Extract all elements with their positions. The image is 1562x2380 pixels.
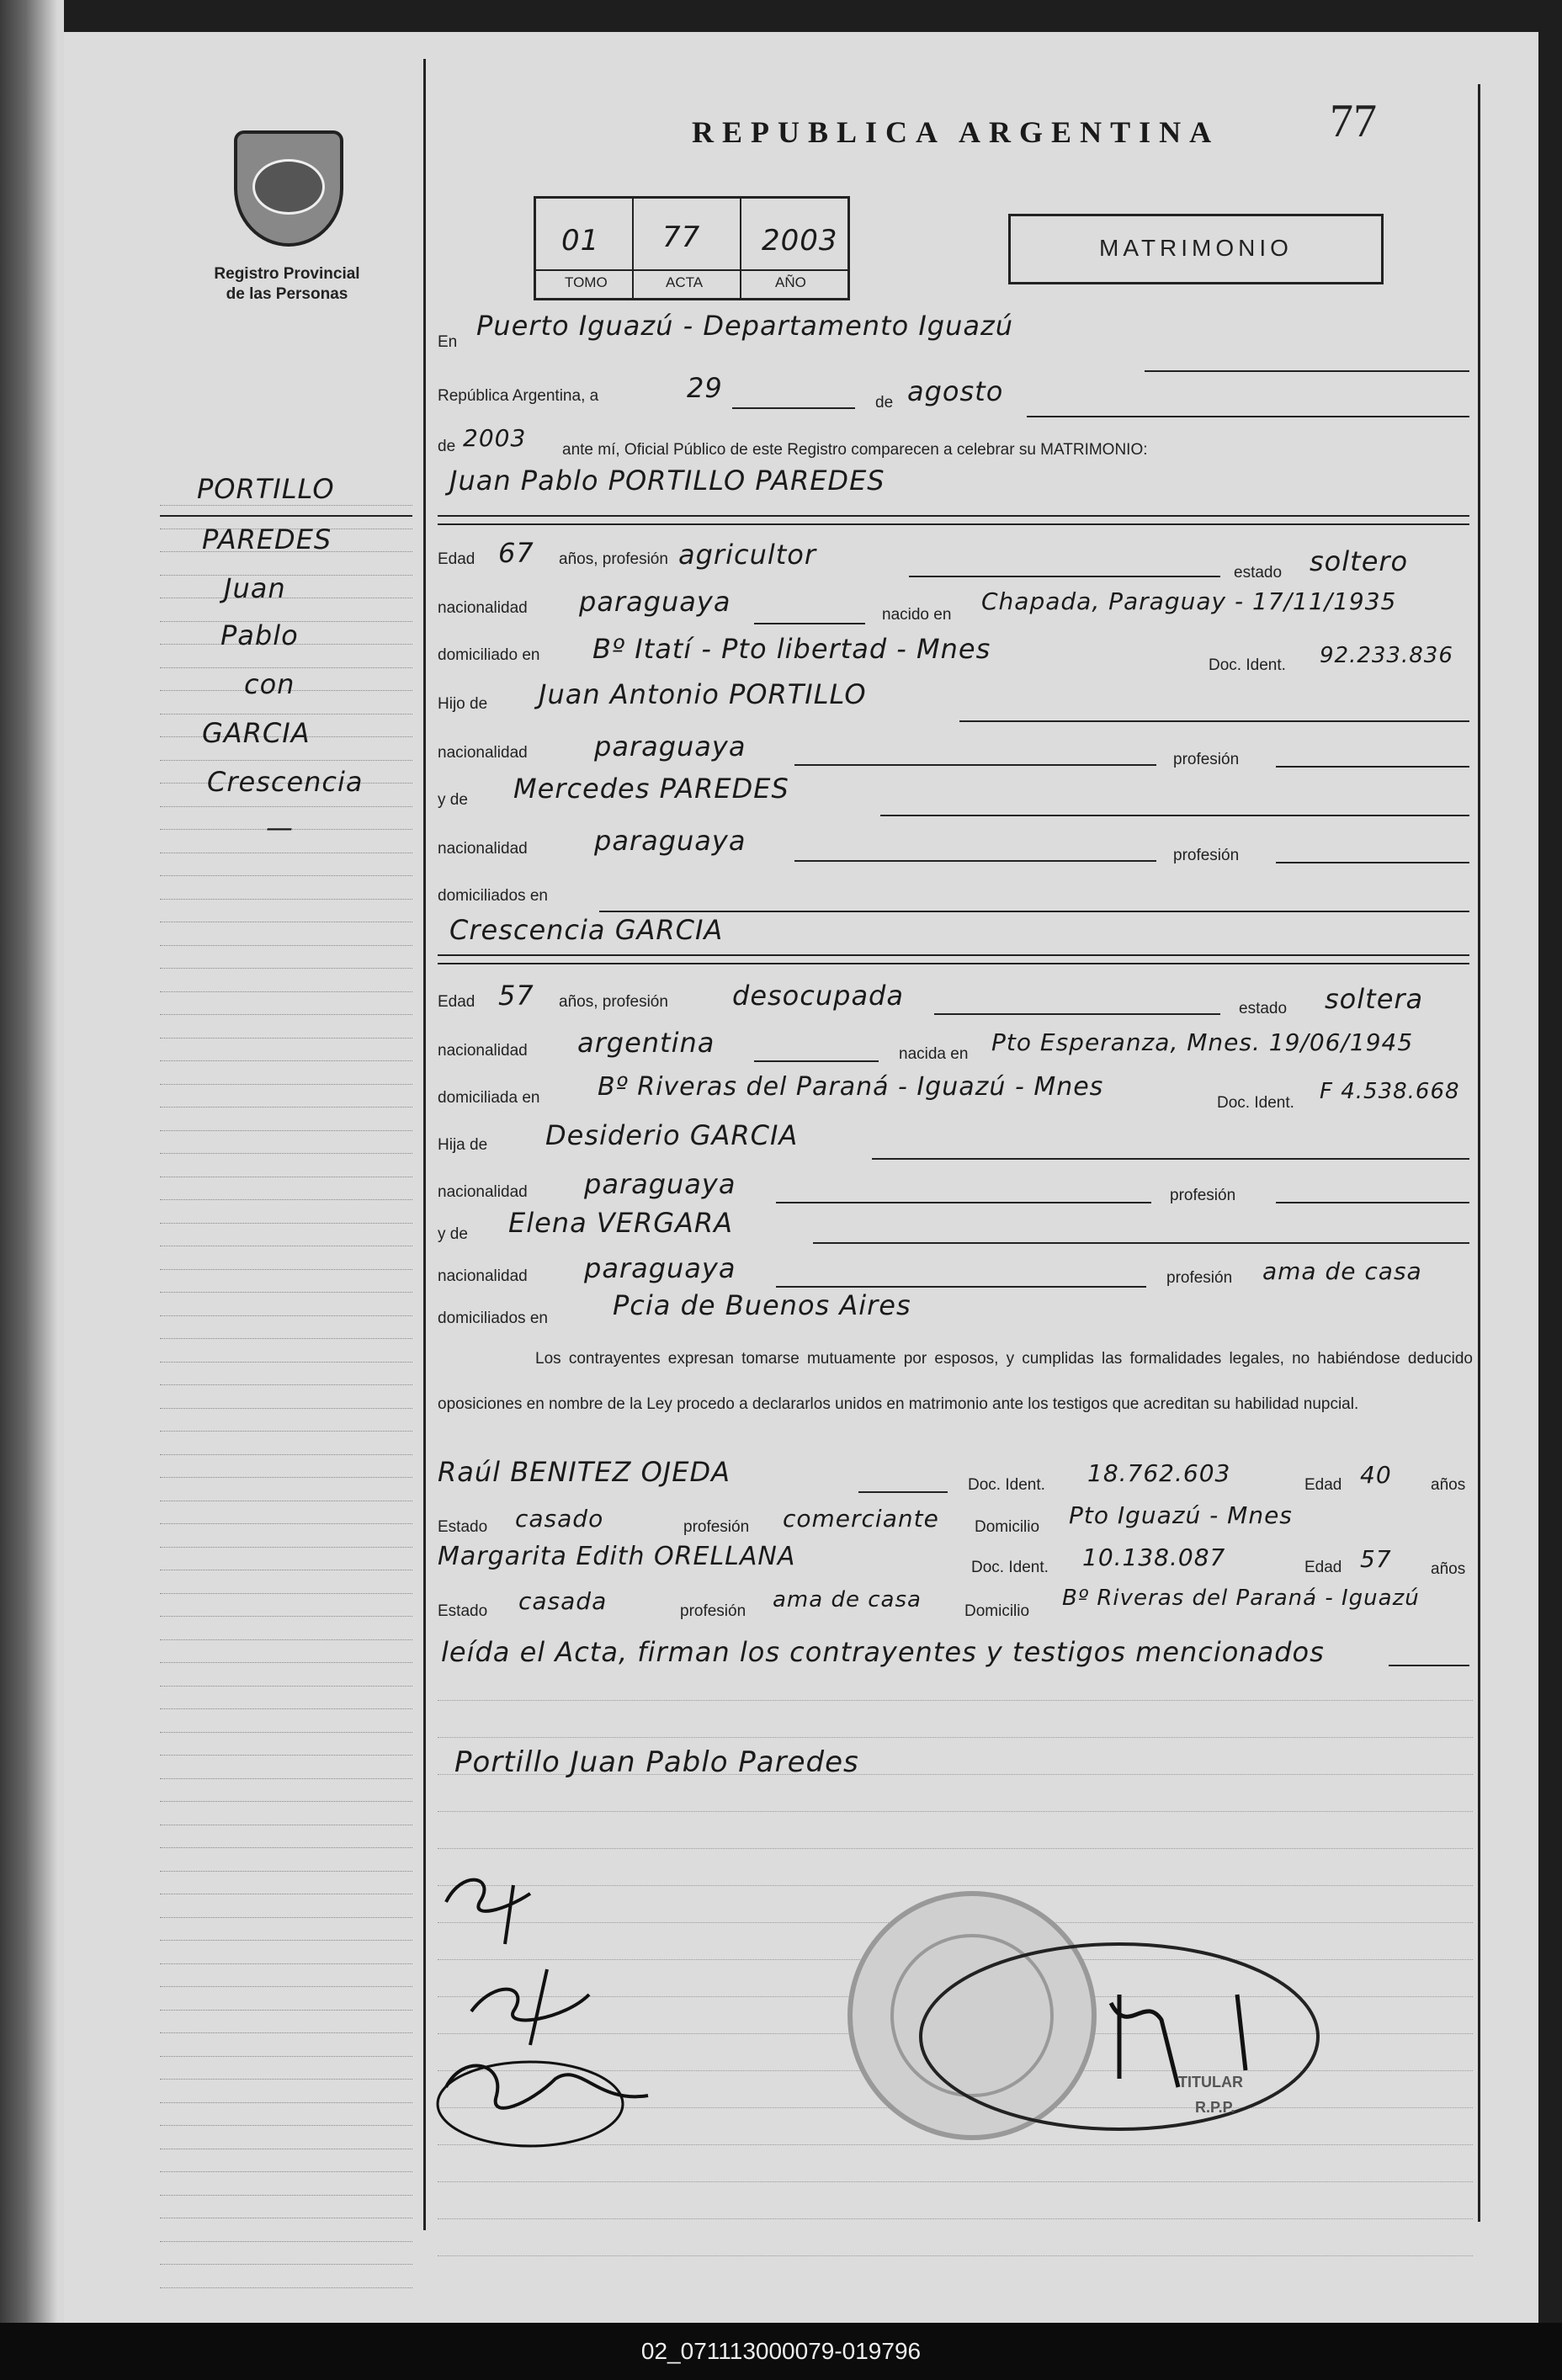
bride-father-nat-label: nacionalidad xyxy=(438,1183,528,1201)
margin-rule-line xyxy=(160,714,412,715)
margin-rule-line xyxy=(160,1338,412,1339)
margin-rule-line xyxy=(160,1269,412,1270)
bride-nationality: argentina xyxy=(577,1027,715,1059)
acta-label: ACTA xyxy=(666,274,704,290)
margin-name-0: PORTILLO xyxy=(197,473,335,505)
groom-profession: agricultor xyxy=(678,539,817,571)
margin-rule-line xyxy=(160,1223,412,1224)
bride-mother-nat: paraguaya xyxy=(584,1252,736,1284)
day-value: 29 xyxy=(687,372,723,404)
groom-mother-prof-label: profesión xyxy=(1173,847,1240,864)
bride-domicilio-label: domiciliada en xyxy=(438,1089,540,1107)
stamp-subtitle: R.P.P. xyxy=(1195,2099,1235,2116)
bride-nacionalidad-label: nacionalidad xyxy=(438,1042,528,1060)
margin-rule-line xyxy=(160,991,412,992)
margin-rule-line xyxy=(160,1940,412,1941)
margin-rule-line xyxy=(160,1547,412,1548)
margin-rule-line xyxy=(160,1060,412,1061)
witness2-estado: casada xyxy=(518,1587,608,1615)
witness1-edad-label: Edad xyxy=(1304,1476,1342,1494)
witness1-estado: casado xyxy=(515,1505,604,1533)
body-rule-line xyxy=(438,2255,1473,2256)
witness2-edad-label: Edad xyxy=(1304,1559,1342,1576)
witness2-profesion-label: profesión xyxy=(680,1602,746,1620)
margin-name-1: PAREDES xyxy=(202,523,332,555)
margin-rule-line xyxy=(160,2264,412,2265)
tomo-label: TOMO xyxy=(565,274,608,290)
margin-name-4: con xyxy=(244,668,295,700)
groom-signature: Portillo Juan Pablo Paredes xyxy=(454,1745,859,1779)
witness1-anios-label: años xyxy=(1431,1476,1466,1494)
margin-rule-line xyxy=(160,1408,412,1409)
margin-name-7: — xyxy=(266,811,294,843)
margin-rule-line xyxy=(160,2287,412,2288)
groom-age: 67 xyxy=(498,537,534,569)
margin-rule-line xyxy=(160,1708,412,1709)
witness1-profession: comerciante xyxy=(783,1505,939,1533)
bride-profesion-label: años, profesión xyxy=(559,993,668,1011)
country-header: REPUBLICA ARGENTINA xyxy=(692,115,1220,149)
groom-edad-label: Edad xyxy=(438,550,476,568)
margin-rule-line xyxy=(160,2056,412,2057)
witness1-profesion-label: profesión xyxy=(683,1518,750,1536)
bride-nacida-label: nacida en xyxy=(899,1045,969,1063)
bride-domicile: Bº Riveras del Paraná - Iguazú - Mnes xyxy=(598,1072,1104,1102)
margin-rule-line xyxy=(160,1523,412,1524)
bride-born: Pto Esperanza, Mnes. 19/06/1945 xyxy=(991,1028,1414,1056)
margin-rule-line xyxy=(160,1616,412,1617)
margin-rule-line xyxy=(160,1778,412,1779)
margin-rule-line xyxy=(160,875,412,876)
groom-born: Chapada, Paraguay - 17/11/1935 xyxy=(981,587,1397,615)
bride-mother-nat-label: nacionalidad xyxy=(438,1267,528,1285)
margin-rule-line xyxy=(160,1755,412,1756)
bride-estado: soltera xyxy=(1325,983,1424,1015)
hijo-label: Hijo de xyxy=(438,695,488,713)
groom-name: Juan Pablo PORTILLO PAREDES xyxy=(449,465,885,497)
margin-rule-line xyxy=(160,2102,412,2103)
witness1-age: 40 xyxy=(1360,1461,1392,1489)
bride-mother-prof-label: profesión xyxy=(1166,1269,1233,1287)
statement-text: ante mí, Oficial Público de este Registro comparecen a celebrar su MATRIMONIO: xyxy=(562,441,1148,459)
margin-rule-line xyxy=(160,2010,412,2011)
declaration-text: Los contrayentes expresan tomarse mutuamente por esposos, y cumplidas las formalidades legales, no habiéndose deducido oposiciones en nombre de la Ley procedo a declararlos unidos en matrimonio ante los testigos que acreditan su habilidad nupcial. xyxy=(438,1350,1473,1413)
bride-father: Desiderio GARCIA xyxy=(545,1119,799,1151)
margin-rule-line xyxy=(160,1362,412,1363)
en-label: En xyxy=(438,333,458,351)
bride-mother: Elena VERGARA xyxy=(508,1207,734,1239)
bride-parents-dom: Pcia de Buenos Aires xyxy=(613,1289,911,1321)
groom-mother: Mercedes PAREDES xyxy=(513,773,789,805)
witness1-domicile: Pto Iguazú - Mnes xyxy=(1069,1501,1293,1529)
bride-profession: desocupada xyxy=(732,980,904,1012)
witness2-name: Margarita Edith ORELLANA xyxy=(438,1542,796,1571)
bride-father-nat: paraguaya xyxy=(584,1168,736,1200)
margin-rule-line xyxy=(160,505,412,506)
margin-rule-line xyxy=(160,1084,412,1085)
act-type: MATRIMONIO xyxy=(1099,235,1293,261)
margin-rule-line xyxy=(160,1801,412,1802)
closing-text: leída el Acta, firman los contrayentes y testigos mencionados xyxy=(441,1636,1325,1668)
margin-rule-line xyxy=(160,1292,412,1293)
margin-rule-line xyxy=(160,1130,412,1131)
groom-parents-dom-label: domiciliados en xyxy=(438,887,548,905)
margin-rule-line xyxy=(160,1639,412,1640)
image-id-footer: 02_071113000079-019796 xyxy=(0,2323,1562,2380)
place-value: Puerto Iguazú - Departamento Iguazú xyxy=(476,310,1014,342)
margin-rule-line xyxy=(160,1454,412,1455)
bride-doc-label: Doc. Ident. xyxy=(1217,1094,1294,1112)
anio-label: AÑO xyxy=(775,274,806,290)
groom-domicilio-label: domiciliado en xyxy=(438,646,540,664)
margin-name-2: Juan xyxy=(224,572,286,604)
margin-rule-line xyxy=(160,2241,412,2242)
witness1-doc: 18.762.603 xyxy=(1087,1459,1231,1487)
margin-rule-line xyxy=(160,1686,412,1687)
bride-yde-label: y de xyxy=(438,1225,468,1243)
margin-rule-line xyxy=(160,1917,412,1918)
groom-mother-nat-label: nacionalidad xyxy=(438,840,528,858)
groom-doc-label: Doc. Ident. xyxy=(1209,656,1286,674)
body-rule-line xyxy=(438,1848,1473,1849)
groom-father-prof-label: profesión xyxy=(1173,751,1240,768)
anio-value: 2003 xyxy=(762,224,838,258)
witness2-domicile: Bº Riveras del Paraná - Iguazú xyxy=(1062,1586,1420,1611)
margin-rule-line xyxy=(160,806,412,807)
groom-nationality: paraguaya xyxy=(579,586,731,618)
margin-rule-line xyxy=(160,2195,412,2196)
margin-rule-line xyxy=(160,1199,412,1200)
margin-rule-line xyxy=(160,968,412,969)
groom-doc: 92.233.836 xyxy=(1320,643,1453,668)
witness1-domicilio-label: Domicilio xyxy=(975,1518,1040,1536)
year-de-label: de xyxy=(438,438,456,455)
month-de-label: de xyxy=(875,394,894,412)
margin-rule-line xyxy=(160,1732,412,1733)
margin-rule-line xyxy=(160,1431,412,1432)
registry-line-1: Registro Provincial xyxy=(214,265,360,283)
tomo-acta-anio-box xyxy=(534,196,850,300)
bride-name: Crescencia GARCIA xyxy=(449,914,724,946)
groom-domicile: Bº Itatí - Pto libertad - Mnes xyxy=(592,633,991,665)
bride-parents-dom-label: domiciliados en xyxy=(438,1310,548,1327)
margin-rule-line xyxy=(160,2079,412,2080)
body-rule-line xyxy=(438,1811,1473,1812)
stamp-title: TITULAR xyxy=(1178,2074,1243,2090)
margin-rule-line xyxy=(160,575,412,576)
groom-father: Juan Antonio PORTILLO xyxy=(539,678,867,710)
month-value: agosto xyxy=(907,375,1004,407)
groom-profesion-label: años, profesión xyxy=(559,550,668,568)
tomo-value: 01 xyxy=(561,224,600,258)
body-rule-line xyxy=(438,1737,1473,1738)
margin-name-3: Pablo xyxy=(220,619,299,651)
margin-rule-line xyxy=(160,1986,412,1987)
registry-name xyxy=(199,264,375,305)
registry-line-2: de las Personas xyxy=(226,285,348,303)
witness2-anios-label: años xyxy=(1431,1560,1466,1578)
right-border xyxy=(1478,84,1480,2222)
margin-rule-line xyxy=(160,1963,412,1964)
groom-mother-nat: paraguaya xyxy=(594,825,746,857)
body-rule-line xyxy=(438,1700,1473,1701)
groom-nacido-label: nacido en xyxy=(882,606,952,624)
margin-rule-line xyxy=(160,1315,412,1316)
witness2-doc-label: Doc. Ident. xyxy=(971,1559,1049,1576)
witness2-age: 57 xyxy=(1360,1545,1392,1573)
bride-estado-label: estado xyxy=(1239,1000,1288,1017)
page-number: 77 xyxy=(1330,95,1377,147)
margin-name-5: GARCIA xyxy=(202,717,311,749)
margin-rule-line xyxy=(160,1593,412,1594)
groom-yde-label: y de xyxy=(438,791,468,809)
margin-rule-line xyxy=(160,1038,412,1039)
bride-father-prof-label: profesión xyxy=(1170,1187,1236,1204)
margin-rule-line xyxy=(160,1153,412,1154)
act-type-box xyxy=(1008,214,1384,284)
margin-rule-line xyxy=(160,2032,412,2033)
groom-nacionalidad-label: nacionalidad xyxy=(438,599,528,617)
year-value: 2003 xyxy=(463,424,527,452)
margin-rule-line xyxy=(160,1871,412,1872)
witness1-doc-label: Doc. Ident. xyxy=(968,1476,1045,1494)
official-stamp xyxy=(842,1868,1347,2205)
bride-age: 57 xyxy=(498,980,534,1012)
margin-rule-line xyxy=(160,945,412,946)
bride-mother-prof: ama de casa xyxy=(1262,1257,1422,1285)
margin-name-6: Crescencia xyxy=(207,766,364,798)
body-rule-line xyxy=(438,2218,1473,2219)
margin-rule-line xyxy=(160,899,412,900)
witness1-name: Raúl BENITEZ OJEDA xyxy=(438,1456,731,1488)
provincial-seal-logo xyxy=(234,130,343,247)
margin-rule-line xyxy=(160,1477,412,1478)
margin-rule-line xyxy=(160,1662,412,1663)
margin-rule-line xyxy=(160,1014,412,1015)
groom-father-nat: paraguaya xyxy=(594,730,746,762)
margin-rule-line xyxy=(160,760,412,761)
bride-edad-label: Edad xyxy=(438,993,476,1011)
margin-rule-line xyxy=(160,1384,412,1385)
book-spine xyxy=(0,0,64,2380)
republica-label: República Argentina, a xyxy=(438,387,599,405)
margin-rule-line xyxy=(160,2171,412,2172)
witness2-estado-label: Estado xyxy=(438,1602,488,1620)
column-divider xyxy=(423,59,426,2230)
witness1-estado-label: Estado xyxy=(438,1518,488,1536)
witness2-domicilio-label: Domicilio xyxy=(964,1602,1030,1620)
groom-estado: soltero xyxy=(1310,545,1409,577)
witness2-doc: 10.138.087 xyxy=(1082,1543,1226,1571)
hija-label: Hija de xyxy=(438,1136,488,1154)
witness2-profession: ama de casa xyxy=(773,1587,922,1612)
groom-father-nat-label: nacionalidad xyxy=(438,744,528,762)
margin-rule-line xyxy=(160,2125,412,2126)
groom-estado-label: estado xyxy=(1234,564,1283,582)
handwritten-signatures xyxy=(429,1851,707,2171)
bride-doc: F 4.538.668 xyxy=(1320,1079,1460,1104)
acta-value: 77 xyxy=(662,220,701,254)
margin-rule-line xyxy=(160,1107,412,1108)
margin-rule-line xyxy=(160,1847,412,1848)
